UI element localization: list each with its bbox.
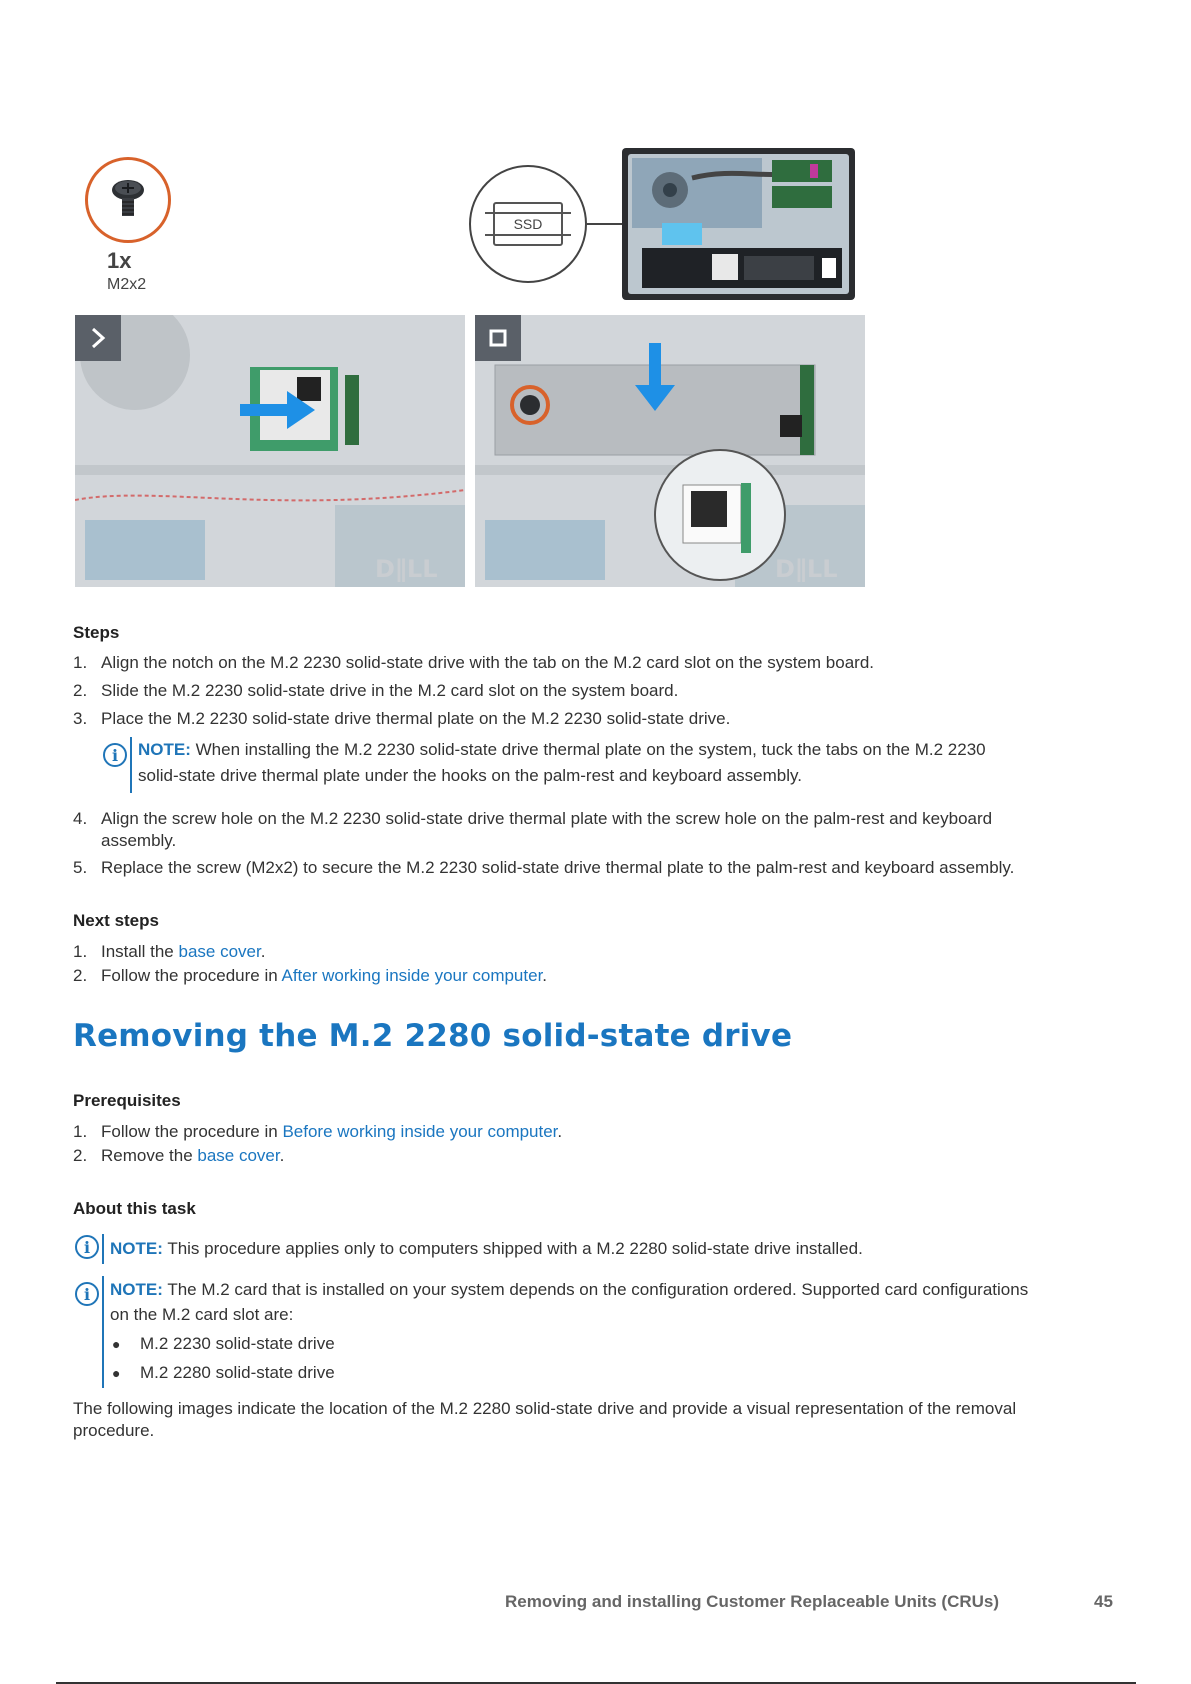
base-cover-link[interactable]: base cover	[178, 942, 261, 961]
ssd-chip-icon	[493, 202, 563, 246]
laptop-overview-image	[622, 148, 855, 300]
about-paragraph: The following images indicate the location of the M.2 2280 solid-state drive and provide a visual representation of the removal procedure.	[73, 1399, 1017, 1440]
callout-leader-line	[587, 223, 623, 225]
section-title: Removing the M.2 2280 solid-state drive	[73, 1018, 793, 1054]
screw-badge	[85, 157, 171, 243]
before-working-link[interactable]: Before working inside your computer	[282, 1122, 558, 1141]
svg-text:D∥LL: D∥LL	[775, 555, 838, 583]
next-steps-heading: Next steps	[73, 911, 159, 930]
step-stop-icon	[475, 315, 521, 361]
note-label: NOTE:	[110, 1280, 163, 1299]
note-applies-2280: NOTE: This procedure applies only to computers shipped with a M.2 2280 solid-state drive installed.	[102, 1234, 1104, 1264]
info-icon: i	[75, 1235, 99, 1259]
ssd-callout	[469, 165, 587, 283]
steps-heading: Steps	[73, 623, 120, 642]
info-icon: i	[75, 1282, 99, 1306]
step-image-insert-ssd	[75, 315, 465, 587]
step-image-thermal-plate	[475, 315, 865, 587]
page-number: 45	[1094, 1592, 1113, 1611]
screw-icon	[108, 176, 148, 224]
list-item-continuation: assembly.	[101, 831, 177, 850]
note-thermal-plate: NOTE: When installing the M.2 2230 solid-state drive thermal plate on the system, tuck the tabs on the M.2 2230 solid-state drive thermal plate under the hooks on the palm-rest and keyboard assembly.	[130, 737, 1118, 793]
prerequisites-heading: Prerequisites	[73, 1091, 181, 1110]
base-cover-link[interactable]: base cover	[197, 1146, 280, 1165]
svg-text:D∥LL: D∥LL	[375, 555, 438, 583]
note-label: NOTE:	[110, 1239, 163, 1258]
note-card-configurations: NOTE: The M.2 card that is installed on your system depends on the configuration ordered. Supported card configurations on the M.2 card slot are: ● M.2 2230 solid-state drive ● M.2 2280 solid-state drive	[102, 1276, 1114, 1388]
info-icon: i	[103, 743, 127, 767]
about-heading: About this task	[73, 1199, 196, 1218]
note-label: NOTE:	[138, 740, 191, 759]
after-working-link[interactable]: After working inside your computer	[281, 966, 543, 985]
screw-quantity: 1x	[107, 248, 132, 273]
ssd-label: SSD	[513, 216, 543, 232]
footer-chapter-title: Removing and installing Customer Replaceable Units (CRUs)	[505, 1592, 1000, 1611]
screw-size-label: M2x2	[107, 276, 147, 293]
step-next-icon	[75, 315, 121, 361]
